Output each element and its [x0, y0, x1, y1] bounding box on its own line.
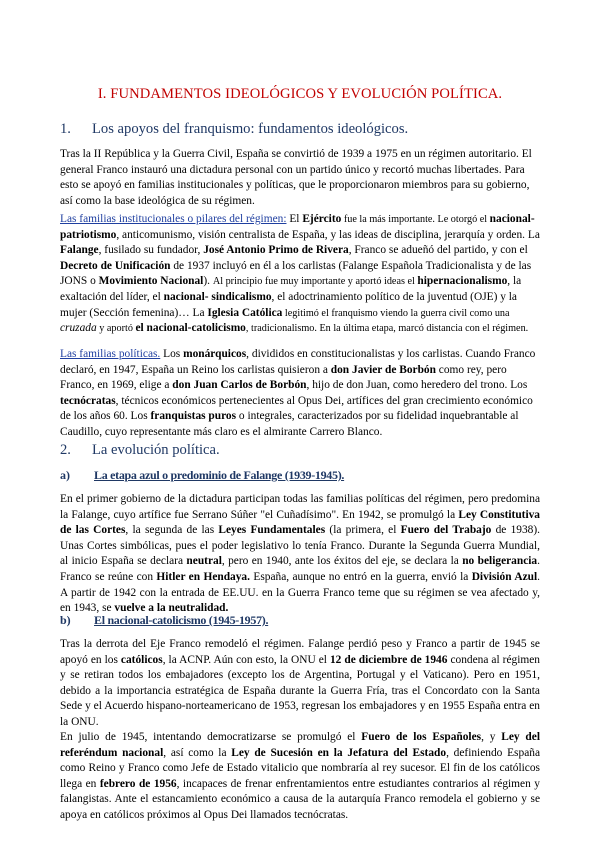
link-institutional-families[interactable]: Las familias institucionales o pilares del régimen: [60, 213, 287, 225]
section-1-number: 1. [60, 121, 71, 137]
subsection-a-number: a) [60, 468, 70, 482]
section-2-heading [60, 442, 220, 459]
paragraph-institutional-families: Las familias institucionales o pilares del régimen: El Ejército fue la más importante. Le otorgó el nacional-patriotismo, anticomunismo, visión centralista de España, y las ideas de disciplina, jerarquía y orden. La Falange, fusilado su fundador, José Antonio Primo de Rivera, Franco se adueñó del partido, y con el Decreto de Unificación de 1937 incluyó en él a los carlistas (Falange Española Tradicionalista y de las JONS o Movimiento Nacional). Al principio fue muy importante y aportó ideas el hipernacionalismo, la exaltación del líder, el nacional- sindicalismo, el adoctrinamiento político de la juventud (OJE) y la mujer (Sección femenina)… La Iglesia Católica legitimó el franquismo viendo la guerra civil como una cruzada y aportó el nacional-catolicismo, tradicionalismo. En la última etapa, marcó distancia con el régimen. [60, 213, 540, 335]
subsection-b-title: El nacional-catolicismo (1945-1957). [94, 613, 269, 627]
subsection-b-heading [60, 613, 268, 628]
paragraph-blue-stage: En el primer gobierno de la dictadura participan todas las familias políticas del régimen, pero predomina la Falange, cuyo artífice fue Serrano Súñer "el Cuñadísimo". En 1942, se promulgó la Ley Constitutiva de las Cortes, la segunda de las Leyes Fundamentales (la primera, el Fuero del Trabajo de 1938). Unas Cortes simbólicas, pues el poder legislativo lo tenía Franco. Durante la Segunda Guerra Mundial, al inicio España se declara neutral, pero en 1940, ante los éxitos del eje, se declara la no beligerancia. Franco se reúne con Hitler en Hendaya. España, aunque no entró en la guerra, envió la División Azul. A partir de 1942 con la entrada de EE.UU. en la Guerra Franco teme que su régimen se vea afectado y, en 1943, se vuelve a la neutralidad. [60, 493, 541, 615]
subsection-b-number: b) [60, 613, 71, 627]
paragraph-political-families: Las familias políticas. Los monárquicos, divididos en constitucionalistas y los carlistas. Cuando Franco declaró, en 1947, España un Reino los carlistas quisieron a don Javier de Borbón como rey, pero Franco, en 1969, elige a don Juan Carlos de Borbón, hijo de don Juan, como heredero del trono. Los tecnócratas, técnicos económicos pertenecientes al Opus Dei, artífices del gran crecimiento económico de los años 60. Los franquistas puros o integrales, caracterizados por su fidelidad inquebrantable al Caudillo, cuyo representante más claro es el almirante Carrero Blanco. [60, 348, 536, 438]
section-2-title: La evolución política. [92, 442, 220, 458]
paragraph-fundamental-laws: En julio de 1945, intentando democratizarse se promulgó el Fuero de los Españoles, y Ley del referéndum nacional, así como la Ley de Sucesión en la Jefatura del Estado, definiendo España como Reino y Franco como Jefe de Estado vitalicio que nombraría al rey sucesor. El fin de los católicos llega en febrero de 1956, incapaces de frenar enfrentamientos entre estudiantes contrarios al régimen y falangistas. Ante el estancamiento económico a causa de la autarquía Franco remodela el gobierno y se apoya en católicos próximos al Opus Dei llamados tecnócratas. [60, 731, 540, 821]
section-1-title: Los apoyos del franquismo: fundamentos ideológicos. [92, 121, 409, 137]
subsection-a-title: La etapa azul o predominio de Falange (1939-1945). [94, 468, 345, 482]
paragraph-national-catholicism: Tras la derrota del Eje Franco remodeló el régimen. Falange perdió peso y Franco a partir de 1945 se apoyó en los católicos, la ACNP. Aún con esto, la ONU el 12 de diciembre de 1946 condena al régimen y se retiran todos los embajadores (excepto los de Argentina, Portugal y el Vaticano). Pero en 1951, debido a la importancia estratégica de España durante la Guerra Fría, tras el Concordato con la Santa Sede y el Acuerdo hispano-norteamericano de 1953, regresan los embajadores y en 1955 España entra en la ONU. [60, 638, 540, 728]
section-2-number: 2. [60, 442, 71, 458]
subsection-a-heading [60, 468, 344, 483]
document-title: I. FUNDAMENTOS IDEOLÓGICOS Y EVOLUCIÓN POLÍTICA. [97, 86, 503, 102]
section-1-heading [60, 121, 408, 138]
link-political-families[interactable]: Las familias políticas. [60, 348, 161, 360]
paragraph-intro: Tras la II República y la Guerra Civil, España se convirtió de 1939 a 1975 en un régimen autoritario. El general Franco instauró una dictadura personal con un partido único y recortó muchas libertades. Para esto se apoyó en familias institucionales y políticas, que le proporcionaron miembros para su gobierno, así como la base ideológica de su régimen. [60, 148, 532, 207]
